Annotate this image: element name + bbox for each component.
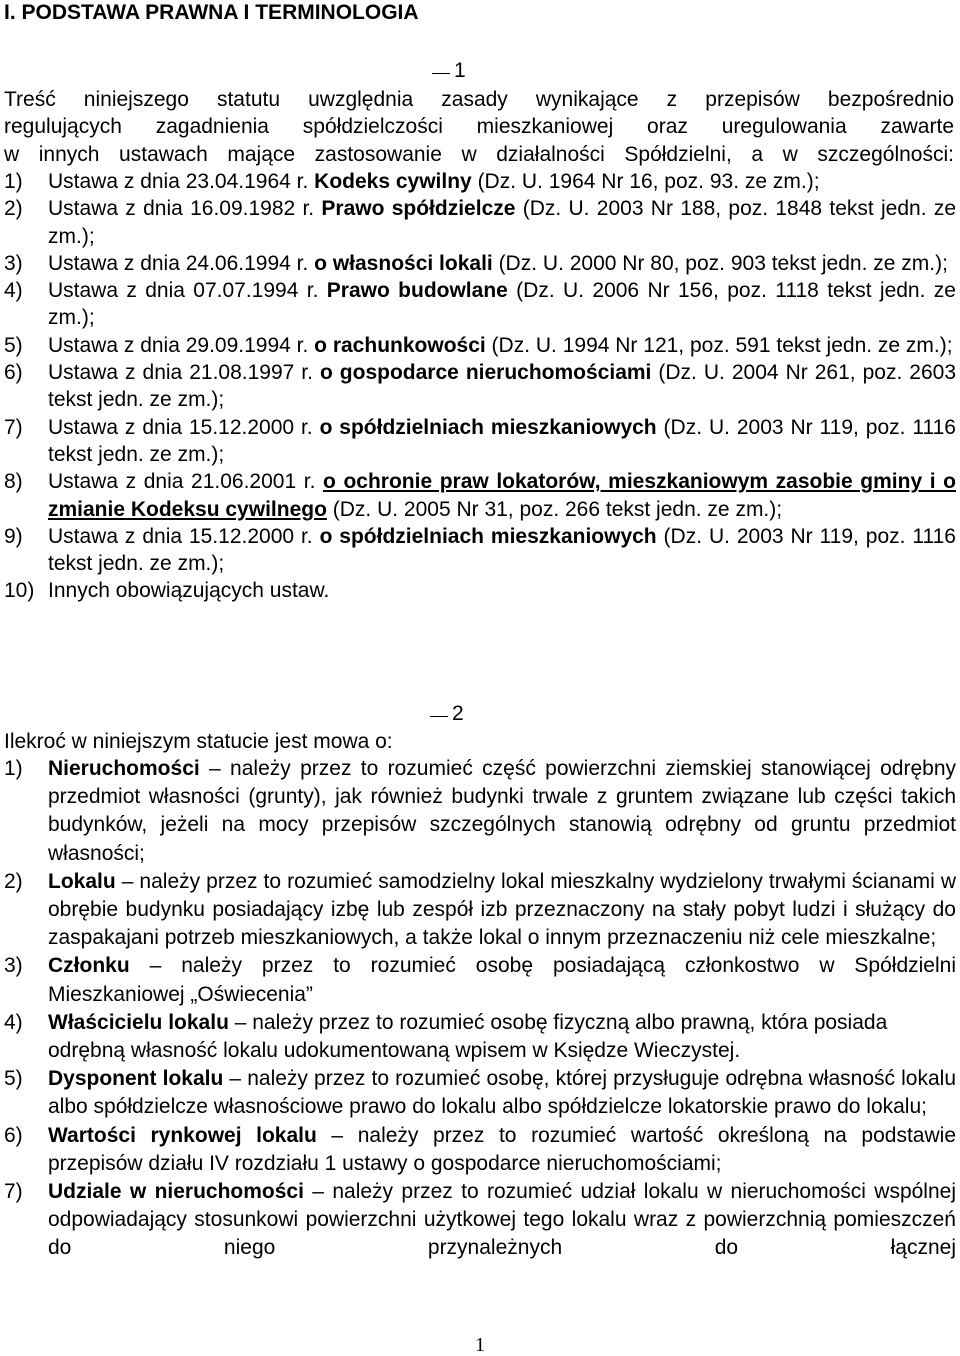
section-heading: I. PODSTAWA PRAWNA I TERMINOLOGIA	[4, 1, 419, 24]
paragraph-2-title	[430, 701, 464, 727]
list-item: 9) Ustawa z dnia 15.12.2000 r. o spółdzielniach mieszkaniowych (Dz. U. 2003 Nr 119, poz. 1116 tekst jedn. ze zm.);	[4, 524, 956, 576]
list-item: 5) Ustawa z dnia 29.09.1994 r. o rachunkowości (Dz. U. 1994 Nr 121, poz. 591 tekst jedn. ze zm.);	[4, 333, 953, 357]
definition-item: 6) Wartości rynkowej lokalu – należy przez to rozumieć wartość określoną na podstawie przepisów działu IV rozdziału 1 ustawy o gospodarce nieruchomościami;	[4, 1123, 956, 1175]
intro-line: Treść niniejszego statutu uwzględnia zasady wynikające z przepisów bezpośrednio	[4, 88, 954, 111]
list-item: 2) Ustawa z dnia 16.09.1982 r. Prawo spółdzielcze (Dz. U. 2003 Nr 188, poz. 1848 tekst jedn. ze zm.);	[4, 197, 956, 248]
page-number: 1	[475, 1334, 485, 1356]
intro-line: regulujących zagadnienia spółdzielczości mieszkaniowej oraz uregulowania zawarte	[4, 115, 954, 139]
legal-acts-list	[4, 168, 956, 605]
list-item: 3) Ustawa z dnia 24.06.1994 r. o własności lokali (Dz. U. 2000 Nr 80, poz. 903 tekst jedn. ze zm.);	[4, 251, 948, 275]
list-item: 4) Ustawa z dnia 07.07.1994 r. Prawo budowlane (Dz. U. 2006 Nr 156, poz. 1118 tekst jedn. ze zm.);	[4, 279, 956, 330]
definition-item: 7) Udziale w nieruchomości – należy przez to rozumieć udział lokalu w nieruchomości wspólnej odpowiadający stosunkowi powierzchni użytkowej tego lokalu wraz z powierzchnią pomieszczeń do niego przynależnych do łącznej	[4, 1180, 956, 1260]
list-item: 10) Innych obowiązujących ustaw.	[4, 579, 330, 603]
section-sign-icon	[432, 61, 450, 74]
definition-item: 4) Właścicielu lokalu – należy przez to rozumieć osobę fizyczną albo prawną, która posiada odrębną własność lokalu udokumentowaną wpisem w Księdze Wieczystej.	[4, 1010, 888, 1063]
paragraph-1-intro	[4, 86, 954, 168]
list-item: 8) Ustawa z dnia 21.06.2001 r. o ochronie praw lokatorów, mieszkaniowym zasobie gminy i o zmianie Kodeksu cywilnego (Dz. U. 2005 Nr 31, poz. 266 tekst jedn. ze zm.);	[4, 470, 957, 521]
definition-item: 5) Dysponent lokalu – należy przez to rozumieć osobę, której przysługuje odrębna własność lokalu albo spółdzielcze własnościowe prawo do lokalu albo spółdzielcze lokatorskie prawo do lokalu;	[4, 1067, 956, 1119]
paragraph-number: 1	[454, 59, 466, 82]
list-item: 1) Ustawa z dnia 23.04.1964 r. Kodeks cywilny (Dz. U. 1964 Nr 16, poz. 93. ze zm.);	[4, 170, 820, 193]
definition-item: 1) Nieruchomości – należy przez to rozumieć część powierzchni ziemskiej stanowiącej odrębny przedmiot własności (grunty), jak również budynki trwale z gruntem związane lub części takich budynków, jeżeli na mocy przepisów szczególnych stanowią odrębny od gruntu przedmiot własności;	[4, 757, 956, 865]
section-sign-icon	[430, 704, 448, 717]
list-item: 6) Ustawa z dnia 21.08.1997 r. o gospodarce nieruchomościami (Dz. U. 2004 Nr 261, poz. 2603 tekst jedn. ze zm.);	[4, 361, 956, 412]
paragraph-2-intro: Ilekroć w niniejszym statucie jest mowa o:	[4, 730, 393, 753]
intro-line: w innych ustawach mające zastosowanie w działalności Spółdzielni, a w szczególności:	[4, 142, 954, 166]
paragraph-number: 2	[452, 702, 464, 725]
definition-item: 2) Lokalu – należy przez to rozumieć samodzielny lokal mieszkalny wydzielony trwałymi ścianami w obrębie budynku posiadający izbę lub zespół izb przeznaczony na stały pobyt ludzi i służący do zaspakajani potrzeb mieszkaniowych, a także lokal o innym przeznaczeniu niż cele mieszkalne;	[4, 869, 956, 950]
definition-item: 3) Członku – należy przez to rozumieć osobę posiadającą członkostwo w Spółdzielni Mieszkaniowej „Oświecenia”	[4, 954, 956, 1006]
definitions-list	[4, 755, 956, 1263]
paragraph-1-title	[432, 58, 466, 84]
list-item: 7) Ustawa z dnia 15.12.2000 r. o spółdzielniach mieszkaniowych (Dz. U. 2003 Nr 119, poz. 1116 tekst jedn. ze zm.);	[4, 415, 956, 466]
